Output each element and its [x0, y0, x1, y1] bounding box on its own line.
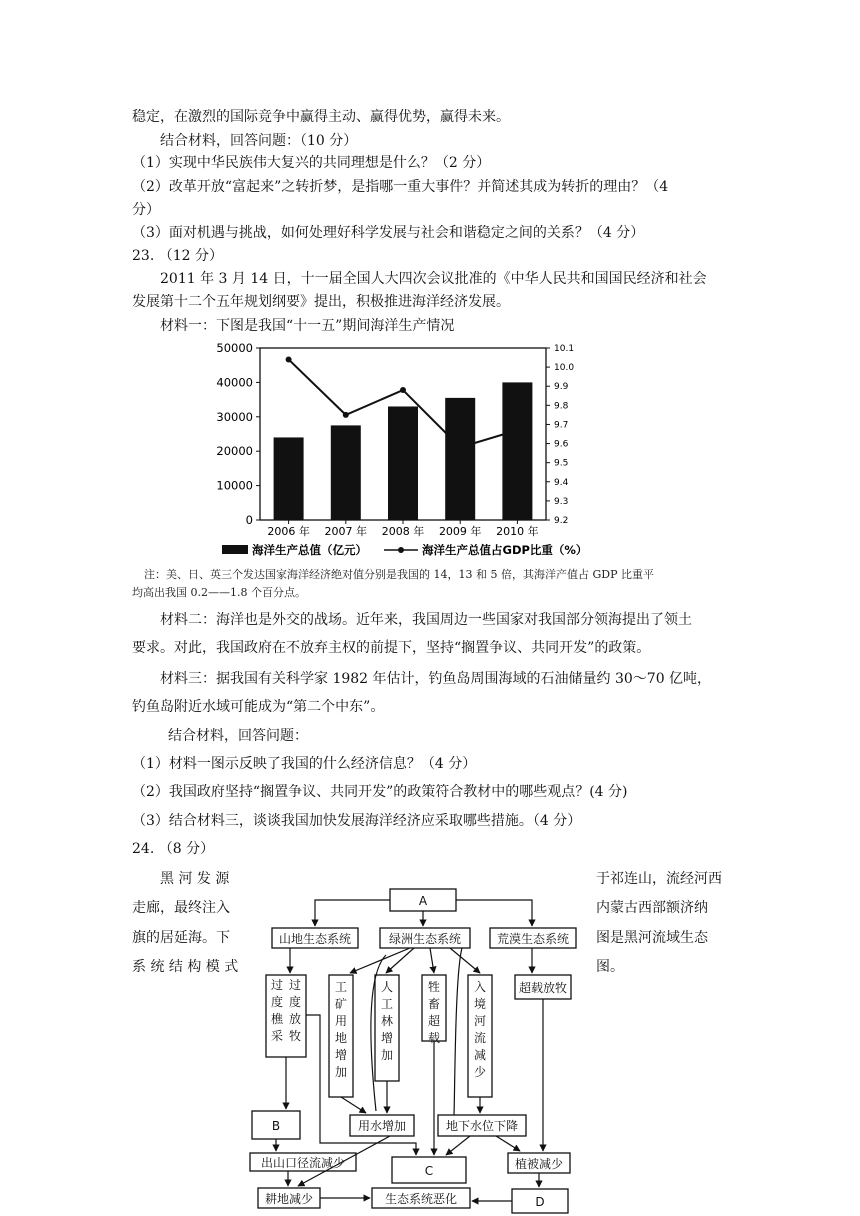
question-3: （3）面对机遇与挑战，如何处理好科学发展与社会和谐稳定之间的关系？（4 分） [132, 225, 645, 241]
y-left-tick-label: 40000 [216, 375, 253, 390]
line-point [457, 444, 463, 450]
y-right-tick-label: 9.2 [554, 516, 569, 526]
y-right-tick-label: 9.5 [554, 458, 569, 469]
line-point [514, 427, 520, 433]
paragraph-left: 系 统 结 构 模 式 [132, 959, 239, 975]
legend-line-label: 海洋生产总值占GDP比重（%） [422, 543, 588, 557]
sub-question-3: （3）结合材料三，谈谈我国加快发展海洋经济应采取哪些措施。（4 分） [132, 813, 582, 829]
y-left-tick-label: 10000 [216, 478, 253, 493]
y-right-tick-label: 9.7 [554, 420, 569, 431]
ocean-production-chart [208, 340, 598, 562]
label-c: C [424, 1164, 434, 1178]
x-tick-label: 2008 年 [381, 525, 425, 538]
sub-question-1: （1）材料一图示反映了我国的什么经济信息？（4 分） [132, 756, 477, 772]
label-b: B [271, 1119, 281, 1133]
x-tick-label: 2006 年 [267, 525, 310, 538]
question-2: （2）改革开放“富起来”之转折梦，是指哪一重大事件？并简述其成为转折的理由？（4 [132, 179, 669, 195]
legend-bar-swatch [222, 545, 248, 554]
label-ecosystem-degradation: 生态系统恶化 [384, 1192, 458, 1206]
label-vegetation-decrease: 植被减少 [514, 1157, 564, 1171]
paragraph-right: 于祁连山，流经河西 [596, 871, 722, 887]
label-plantation: 人工林增加 [380, 980, 394, 1062]
bar [502, 382, 532, 520]
question-1: （1）实现中华民族伟大复兴的共同理想是什么？（2 分） [132, 155, 491, 171]
chart-note: 注：美、日、英三个发达国家海洋经济绝对值分别是我国的 14，13 和 5 倍，其海洋产值占 GDP 比重平 [144, 568, 654, 581]
label-inflow-decrease: 入境河流减少 [473, 980, 487, 1079]
label-oasis-ecosystem: 绿洲生态系统 [388, 932, 462, 946]
label-overgrazing: 过度放牧 [288, 978, 302, 1043]
line-point [343, 412, 349, 418]
question-24-heading: 24. （8 分） [132, 841, 215, 857]
y-right-tick-label: 9.6 [554, 439, 569, 450]
y-right-tick-label: 10.1 [554, 344, 575, 354]
material-2: 材料二：海洋也是外交的战场。近年来，我国周边一些国家对我国部分领海提出了领土 [160, 612, 692, 628]
line-point [400, 387, 406, 393]
y-left-tick-label: 0 [245, 513, 253, 527]
x-tick-label: 2010 年 [496, 525, 539, 538]
label-farmland-decrease: 耕地减少 [264, 1192, 314, 1206]
paragraph: 发展第十二个五年规划纲要》提出，积极推进海洋经济发展。 [132, 294, 510, 310]
bar [274, 437, 304, 520]
line-point [286, 356, 292, 362]
label-overcutting: 过度樵采 [270, 978, 284, 1043]
label-industrial-land: 工矿用地增加 [334, 980, 348, 1079]
label-desert-ecosystem: 荒漠生态系统 [496, 932, 570, 946]
label-groundwater-drop: 地下水位下降 [445, 1119, 519, 1133]
label-outflow-decrease: 出山口径流减少 [260, 1156, 346, 1170]
sub-question-2: （2）我国政府坚持“搁置争议、共同开发”的政策符合教材中的哪些观点？(4 分) [132, 784, 628, 800]
legend-bar-label: 海洋生产总值（亿元） [252, 543, 367, 557]
paragraph: 2011 年 3 月 14 日，十一届全国人大四次会议批准的《中华人民共和国国民经济和社会 [160, 271, 707, 287]
legend-line-marker [398, 547, 404, 553]
text-line: 结合材料，回答问题：（10 分） [160, 133, 358, 149]
y-right-tick-label: 9.3 [554, 496, 569, 507]
text-line: 稳定，在激烈的国际竞争中赢得主动、赢得优势，赢得未来。 [132, 109, 510, 125]
y-left-tick-label: 20000 [216, 444, 253, 459]
chart-note-cont: 均高出我国 0.2——1.8 个百分点。 [132, 586, 306, 599]
x-tick-label: 2009 年 [438, 525, 482, 538]
y-left-tick-label: 50000 [216, 341, 253, 355]
paragraph-right: 内蒙古西部额济纳 [596, 900, 708, 916]
label-water-use: 用水增加 [357, 1119, 407, 1133]
y-right-tick-label: 9.4 [554, 477, 569, 488]
bar [388, 406, 418, 520]
y-right-tick-label: 9.8 [554, 401, 569, 412]
y-right-tick-label: 9.9 [554, 382, 569, 393]
paragraph-left: 黑 河 发 源 [160, 871, 230, 887]
instruction: 结合材料，回答问题： [168, 728, 308, 744]
bar [445, 398, 475, 520]
material-3-cont: 钓鱼岛附近水域可能成为“第二个中东”。 [132, 699, 385, 715]
paragraph-left: 旗的居延海。下 [132, 930, 230, 946]
paragraph-left: 走廊，最终注入 [132, 900, 230, 916]
paragraph-right: 图是黑河流域生态 [596, 930, 708, 946]
paragraph-right: 图。 [596, 959, 624, 975]
material-2-cont: 要求。对此，我国政府在不放弃主权的前提下，坚持“搁置争议、共同开发”的政策。 [132, 640, 651, 656]
label-mountain-ecosystem: 山地生态系统 [278, 932, 352, 946]
label-d: D [535, 1195, 545, 1209]
label-a: A [418, 894, 428, 908]
label-livestock-overload: 牲畜超载 [427, 980, 441, 1045]
question-2-cont: 分） [132, 202, 160, 218]
bar [331, 425, 361, 520]
y-right-tick-label: 10.0 [554, 363, 575, 374]
label-overload-grazing: 超载放牧 [518, 981, 568, 995]
material-1: 材料一：下图是我国“十一五”期间海洋生产情况 [160, 318, 455, 334]
y-left-tick-label: 30000 [216, 409, 253, 424]
x-tick-label: 2007 年 [324, 525, 368, 538]
heihe-ecosystem-diagram [240, 885, 592, 1215]
question-23-heading: 23. （12 分） [132, 248, 223, 264]
material-3: 材料三：据我国有关科学家 1982 年估计，钓鱼岛周围海域的石油储量约 30～70 亿吨， [160, 671, 712, 687]
